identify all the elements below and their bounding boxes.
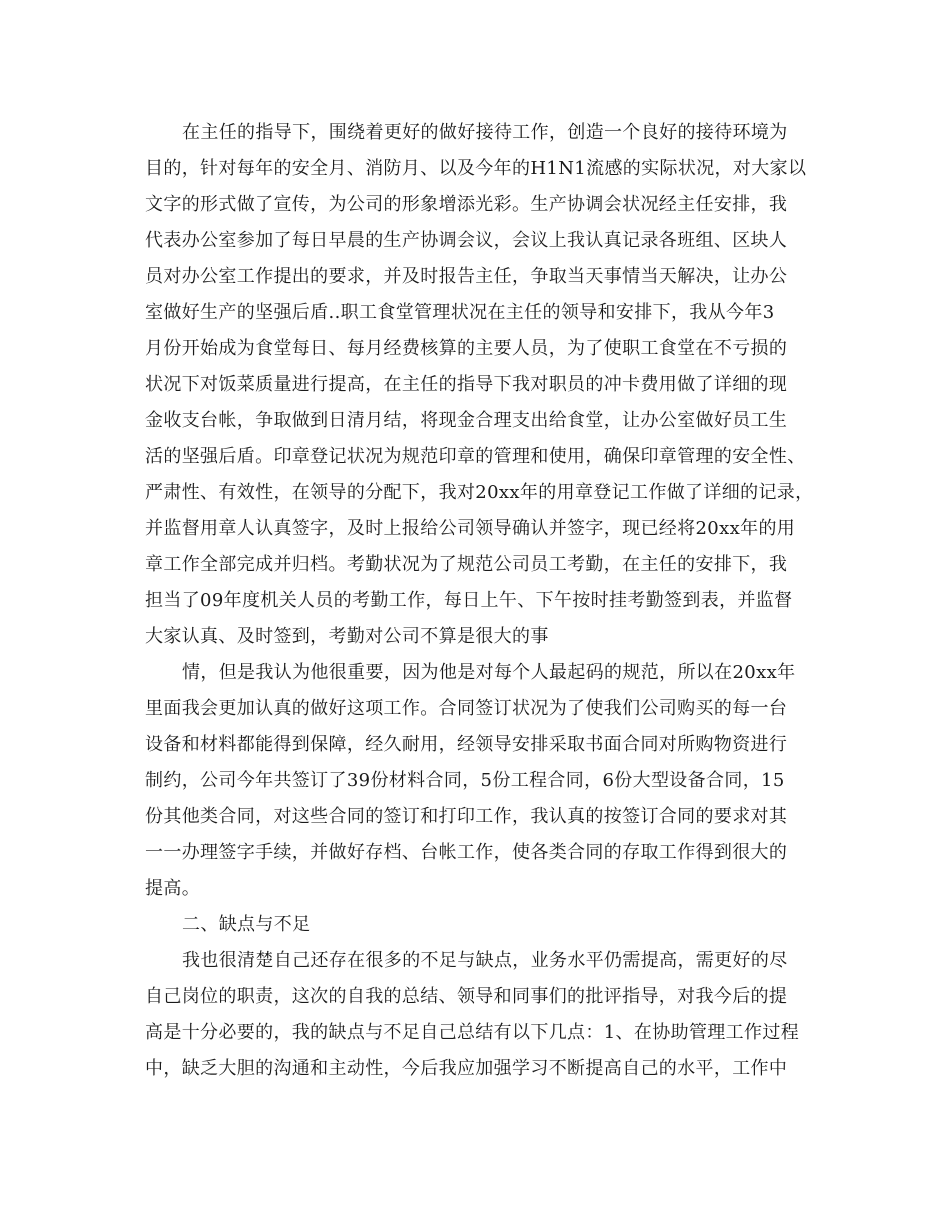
- paragraph-line: 提高。: [145, 878, 201, 899]
- paragraph-line: 目的，针对每年的安全月、消防月、以及今年的H1N1流感的实际状况，对大家以: [145, 158, 807, 179]
- paragraph-line: 份其他类合同，对这些合同的签订和打印工作，我认真的按签订合同的要求对其: [145, 806, 788, 827]
- paragraph-line: 状况下对饭菜质量进行提高，在主任的指导下我对职员的冲卡费用做了详细的现: [145, 374, 788, 395]
- paragraph-line: 代表办公室参加了每日早晨的生产协调会议，会议上我认真记录各班组、区块人: [145, 230, 788, 251]
- paragraph-line: 严肃性、有效性，在领导的分配下，我对20xx年的用章登记工作做了详细的记录，: [145, 482, 814, 503]
- paragraph-line: 在主任的指导下，围绕着更好的做好接待工作，创造一个良好的接待环境为: [182, 122, 788, 143]
- paragraph-line: 里面我会更加认真的做好这项工作。合同签订状况为了使我们公司购买的每一台: [145, 698, 788, 719]
- paragraph-line: 活的坚强后盾。印章登记状况为规范印章的管理和使用，确保印章管理的安全性、: [145, 446, 806, 467]
- paragraph-line: 月份开始成为食堂每日、每月经费核算的主要人员，为了使职工食堂在不亏损的: [145, 338, 788, 359]
- section-heading: 二、缺点与不足: [182, 914, 311, 935]
- paragraph-line: 员对办公室工作提出的要求，并及时报告主任，争取当天事情当天解决，让办公: [145, 266, 788, 287]
- paragraph-line: 中，缺乏大胆的沟通和主动性，今后我应加强学习不断提高自己的水平，工作中: [145, 1058, 788, 1079]
- paragraph-line: 设备和材料都能得到保障，经久耐用，经领导安排采取书面合同对所购物资进行: [145, 734, 788, 755]
- paragraph-line: 担当了09年度机关人员的考勤工作，每日上午、下午按时挂考勤签到表，并监督: [145, 590, 793, 611]
- paragraph-line: 自己岗位的职责，这次的自我的总结、领导和同事们的批评指导，对我今后的提: [145, 986, 788, 1007]
- paragraph-line: 一一办理签字手续，并做好存档、台帐工作，使各类合同的存取工作得到很大的: [145, 842, 788, 863]
- paragraph-line: 章工作全部完成并归档。考勤状况为了规范公司员工考勤，在主任的安排下，我: [145, 554, 788, 575]
- paragraph-line: 我也很清楚自己还存在很多的不足与缺点，业务水平仍需提高，需更好的尽: [182, 950, 788, 971]
- paragraph-line: 并监督用章人认真签字，及时上报给公司领导确认并签字，现已经将20xx年的用: [145, 518, 796, 539]
- paragraph-line: 情，但是我认为他很重要，因为他是对每个人最起码的规范，所以在20xx年: [182, 662, 796, 683]
- paragraph-line: 文字的形式做了宣传，为公司的形象增添光彩。生产协调会状况经主任安排，我: [145, 194, 788, 215]
- paragraph-line: 高是十分必要的，我的缺点与不足自己总结有以下几点：1、在协助管理工作过程: [145, 1022, 800, 1043]
- paragraph-line: 金收支台帐，争取做到日清月结，将现金合理支出给食堂，让办公室做好员工生: [145, 410, 788, 431]
- paragraph-line: 制约，公司今年共签订了39份材料合同，5份工程合同，6份大型设备合同，15: [145, 770, 785, 791]
- paragraph-line: 室做好生产的坚强后盾..职工食堂管理状况在主任的领导和安排下，我从今年3: [145, 302, 775, 323]
- paragraph-line: 大家认真、及时签到，考勤对公司不算是很大的事: [145, 626, 549, 647]
